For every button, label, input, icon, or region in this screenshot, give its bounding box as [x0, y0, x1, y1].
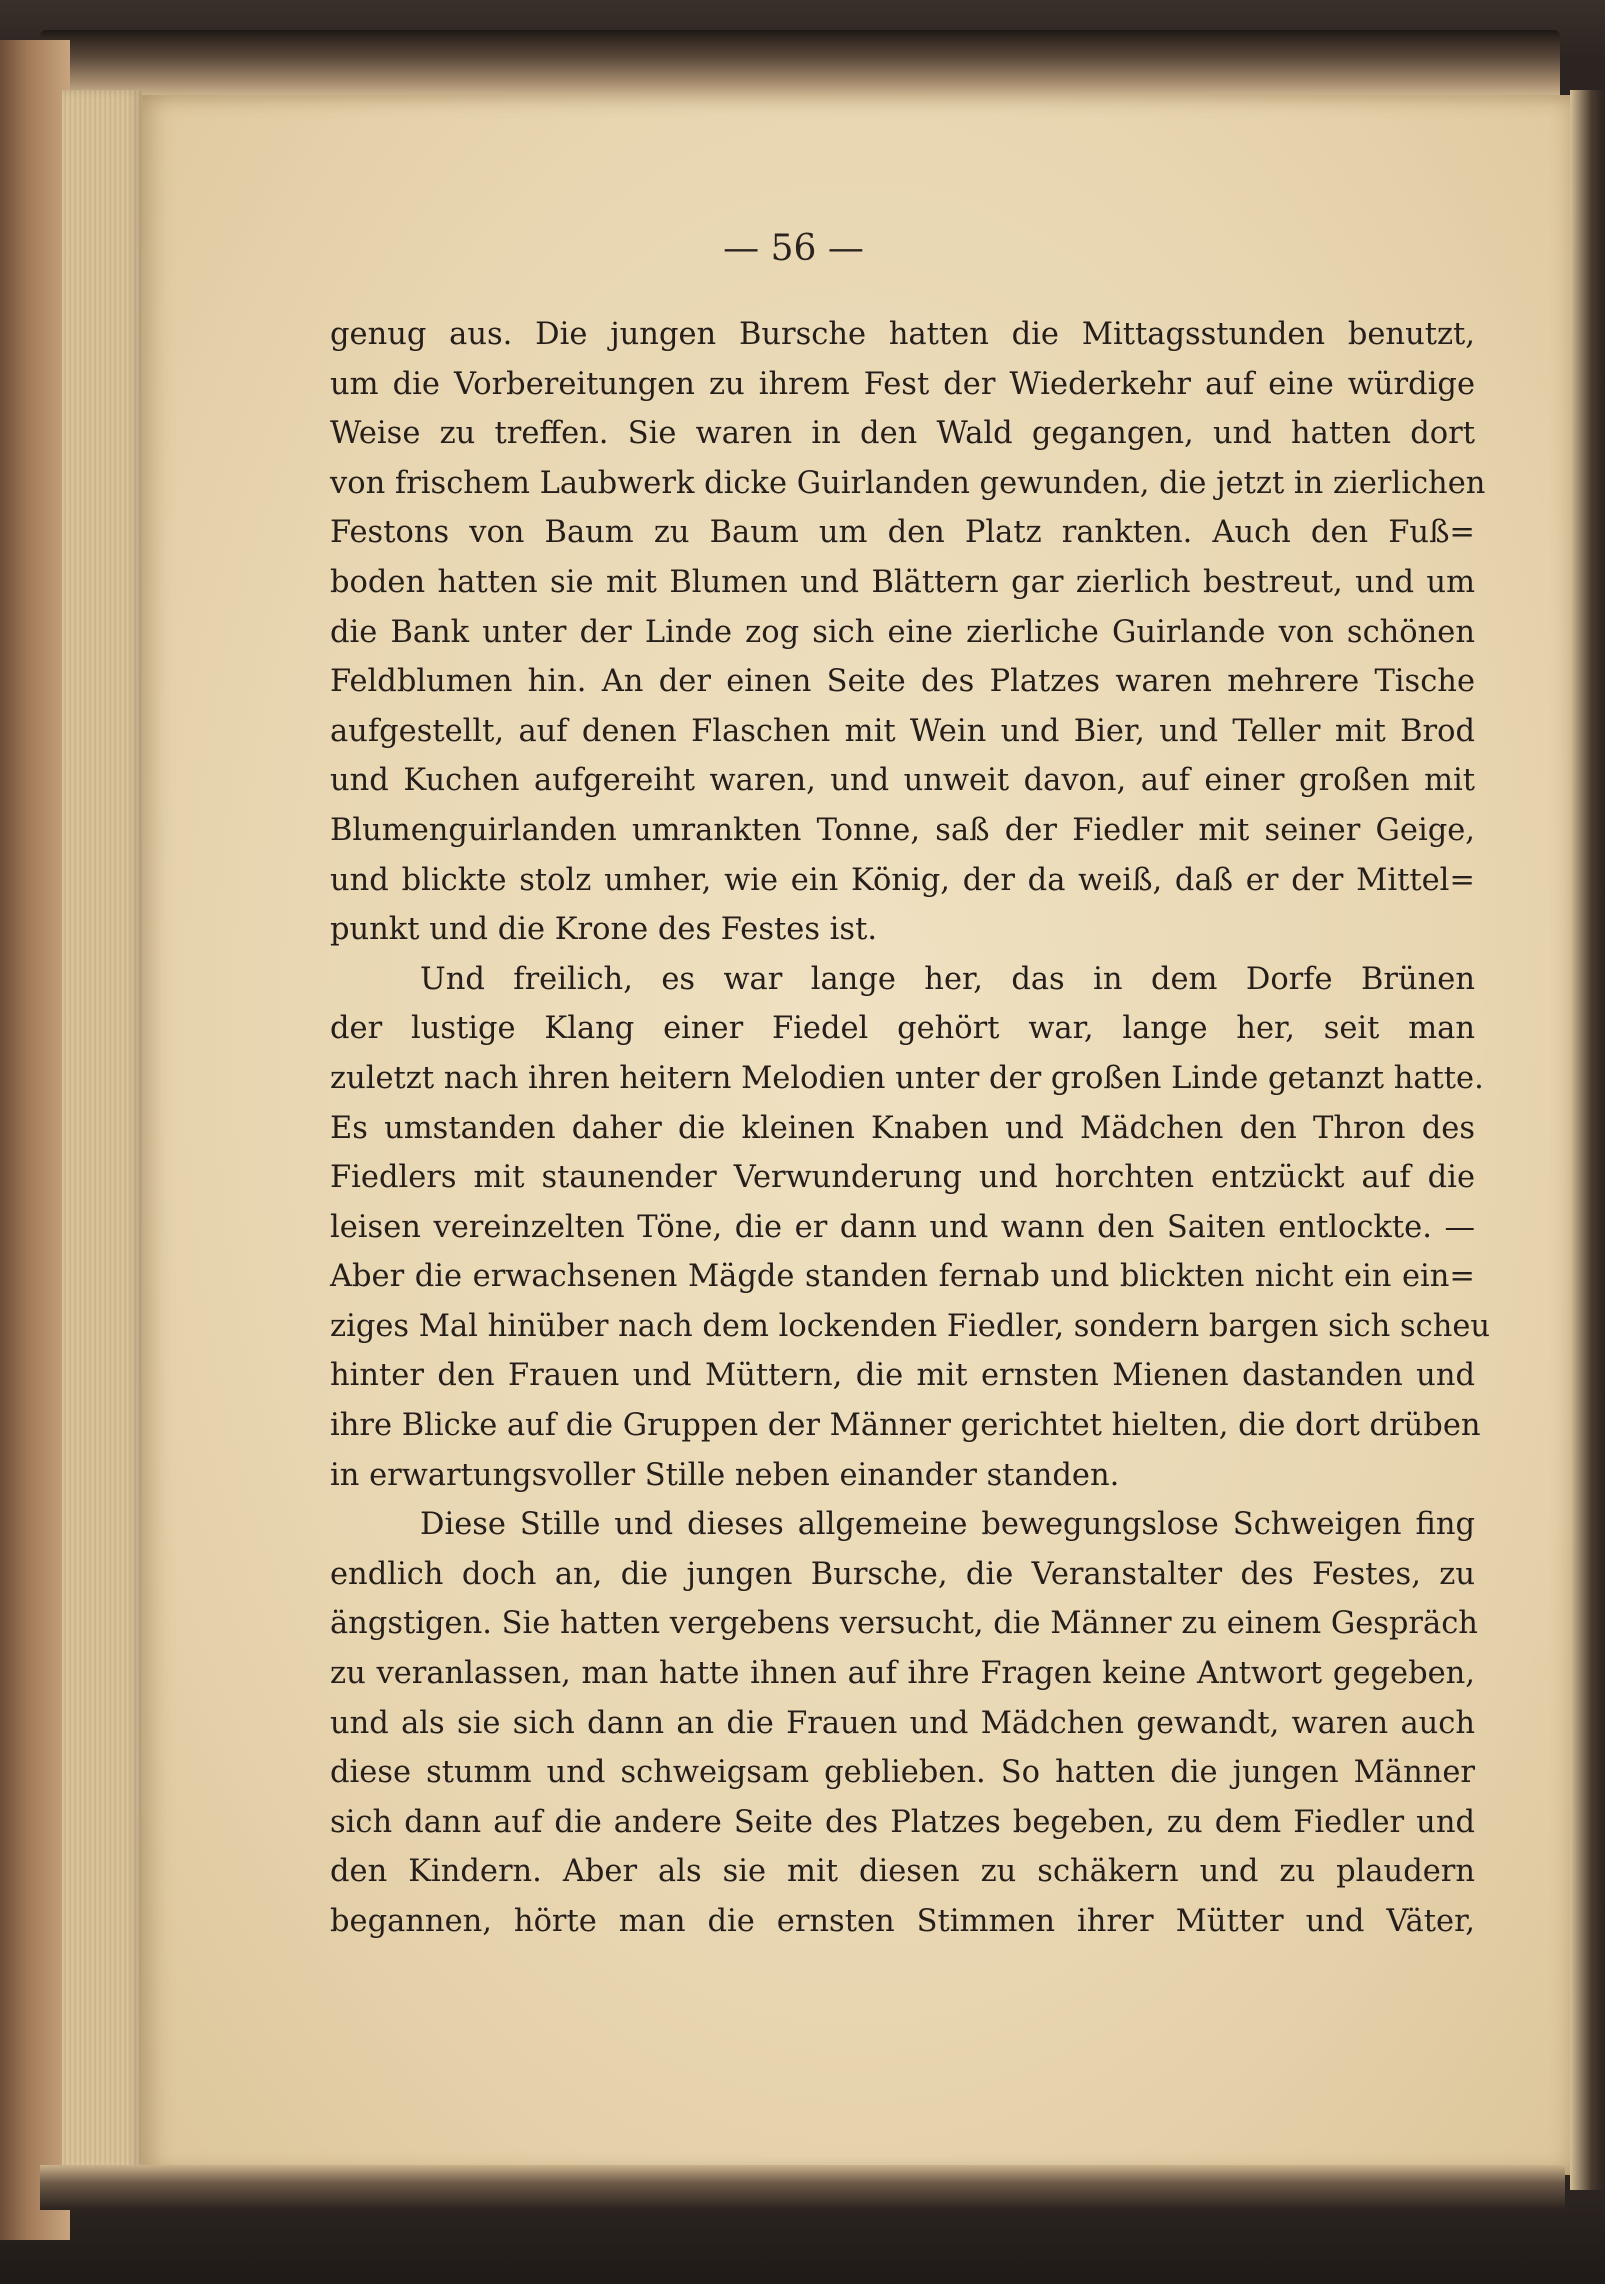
- page-number: — 56 —: [723, 228, 864, 269]
- text-line: endlich doch an, die jungen Bursche, die Veranstalter des Festes, zu: [330, 1556, 1475, 1592]
- text-line: diese stumm und schweigsam geblieben. So hatten die jungen Männer: [330, 1755, 1475, 1791]
- top-binding: [40, 30, 1560, 100]
- text-line: ihre Blicke auf die Gruppen der Männer gerichtet hielten, die dort drüben: [330, 1408, 1481, 1444]
- bottom-binding: [40, 2165, 1565, 2210]
- text-line: von frischem Laubwerk dicke Guirlanden gewunden, die jetzt in zierlichen: [330, 465, 1486, 501]
- text-line: aufgestellt, auf denen Flaschen mit Wein und Bier, und Teller mit Brod: [330, 713, 1475, 749]
- text-line: hinter den Frauen und Müttern, die mit ernsten Mienen dastanden und: [330, 1358, 1475, 1394]
- text-line: Fiedlers mit staunender Verwunderung und horchten entzückt auf die: [330, 1160, 1475, 1196]
- text-line: Festons von Baum zu Baum um den Platz rankten. Auch den Fuß=: [330, 515, 1475, 551]
- text-line: in erwartungsvoller Stille neben einander standen.: [330, 1457, 1120, 1493]
- text-line: punkt und die Krone des Festes ist.: [330, 912, 878, 948]
- text-line: ängstigen. Sie hatten vergebens versucht, die Männer zu einem Gespräch: [330, 1606, 1478, 1642]
- text-line: ziges Mal hinüber nach dem lockenden Fiedler, sondern bargen sich scheu: [330, 1308, 1491, 1344]
- text-line: zu veranlassen, man hatte ihnen auf ihre Fragen keine Antwort gegeben,: [330, 1656, 1475, 1692]
- text-line: Diese Stille und dieses allgemeine bewegungslose Schweigen fing: [420, 1507, 1475, 1543]
- book-cover-edge: [0, 40, 70, 2240]
- text-line: begannen, hörte man die ernsten Stimmen ihrer Mütter und Väter,: [330, 1904, 1475, 1939]
- text-line: Blumenguirlanden umrankten Tonne, saß der Fiedler mit seiner Geige,: [330, 812, 1475, 848]
- right-page-edge: [1570, 90, 1605, 2190]
- text-line: sich dann auf die andere Seite des Platzes begeben, zu dem Fiedler und: [330, 1804, 1475, 1840]
- text-line: der lustige Klang einer Fiedel gehört war, lange her, seit man: [330, 1011, 1475, 1047]
- text-line: boden hatten sie mit Blumen und Blättern gar zierlich bestreut, und um: [330, 564, 1475, 600]
- text-line: und als sie sich dann an die Frauen und Mädchen gewandt, waren auch: [330, 1705, 1475, 1741]
- page-stack-edges: [62, 90, 142, 2180]
- text-line: Aber die erwachsenen Mägde standen fernab und blickten nicht ein ein=: [330, 1259, 1475, 1295]
- text-line: Es umstanden daher die kleinen Knaben und Mädchen den Thron des: [330, 1110, 1475, 1146]
- text-line: um die Vorbereitungen zu ihrem Fest der Wiederkehr auf eine würdige: [330, 366, 1475, 402]
- text-line: und blickte stolz umher, wie ein König, der da weiß, daß er der Mittel=: [330, 862, 1475, 898]
- text-line: die Bank unter der Linde zog sich eine zierliche Guirlande von schönen: [330, 614, 1475, 650]
- text-line: Und freilich, es war lange her, das in dem Dorfe Brünen: [420, 961, 1475, 997]
- text-line: genug aus. Die jungen Bursche hatten die Mittagsstunden benutzt,: [330, 317, 1475, 352]
- body-text: [330, 310, 1491, 1947]
- text-line: den Kindern. Aber als sie mit diesen zu schäkern und zu plaudern: [330, 1854, 1475, 1890]
- text-line: und Kuchen aufgereiht waren, und unweit davon, auf einer großen mit: [330, 763, 1475, 799]
- text-line: leisen vereinzelten Töne, die er dann und wann den Saiten entlockte. —: [330, 1209, 1475, 1245]
- text-line: Weise zu treffen. Sie waren in den Wald gegangen, und hatten dort: [330, 416, 1475, 452]
- text-line: zuletzt nach ihren heitern Melodien unter der großen Linde getanzt hatte.: [330, 1060, 1484, 1096]
- text-line: Feldblumen hin. An der einen Seite des Platzes waren mehrere Tische: [330, 664, 1475, 700]
